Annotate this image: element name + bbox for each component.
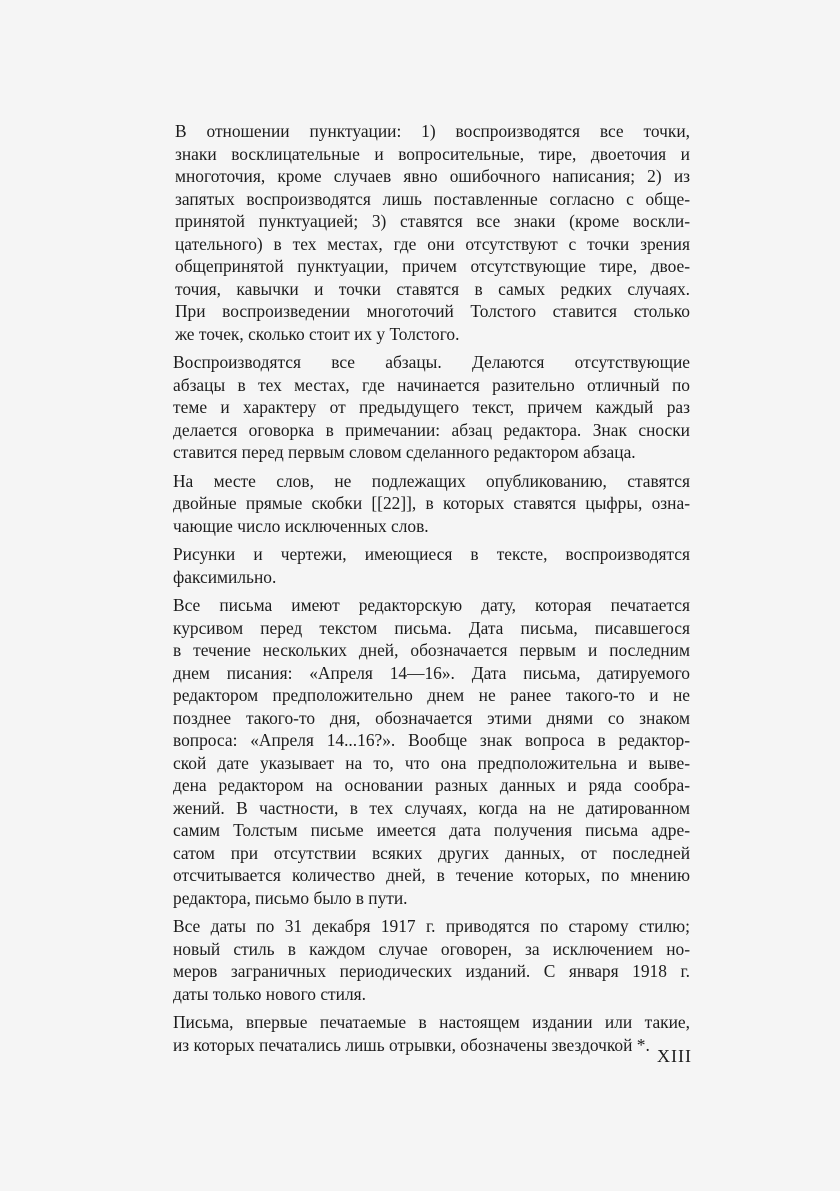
text-line: запятых воспроизводятся лишь поставленные согласно с обще- bbox=[175, 188, 690, 209]
text-line: позднее такого-то дня, обозначается этими днями со знаком bbox=[173, 707, 690, 728]
text-line: цательного) в тех местах, где они отсутствуют с точки зрения bbox=[175, 233, 690, 254]
text-line: знаки восклицательные и вопросительные, тире, двоеточия и bbox=[175, 143, 690, 164]
text-line: факсимильно. bbox=[173, 566, 277, 587]
paragraph bbox=[155, 543, 690, 588]
text-line: ставится перед первым словом сделанного редактором абзаца. bbox=[173, 442, 636, 462]
body-text bbox=[155, 120, 690, 1062]
text-line: днем писания: «Апреля 14—16». Дата письма, датируемого bbox=[173, 662, 690, 683]
text-line: вопроса: «Апреля 14...16?». Вообще знак вопроса в редактор- bbox=[173, 730, 690, 750]
paragraph bbox=[155, 470, 690, 538]
text-line: дена редактором на основании разных данных и ряда сообра- bbox=[173, 775, 690, 795]
text-line: даты только нового стиля. bbox=[173, 983, 366, 1004]
text-line: новый стиль в каждом случае оговорен, за исключением но- bbox=[173, 938, 690, 959]
text-line: самим Толстым письме имеется дата получения письма адре- bbox=[173, 820, 690, 840]
text-line: точия, кавычки и точки ставятся в самых редких случаях. bbox=[175, 278, 690, 299]
text-line: двойные прямые скобки [[22]], в которых ставятся цыфры, озна- bbox=[173, 493, 690, 513]
text-line: отсчитывается количество дней, в течение которых, по мнению bbox=[173, 865, 690, 885]
text-line: В отношении пунктуации: 1) воспроизводятся все точки, bbox=[175, 121, 690, 141]
text-line: теме и характеру от предыдущего текст, причем каждый раз bbox=[173, 397, 690, 417]
page-number: XIII bbox=[657, 1046, 692, 1066]
text-line: многоточия, кроме случаев явно ошибочного написания; 2) из bbox=[175, 166, 690, 186]
text-line: ской дате указывает на то, что она предположительна и выве- bbox=[173, 752, 690, 773]
text-line: в течение нескольких дней, обозначается первым и последним bbox=[173, 640, 690, 660]
text-line: Письма, впервые печатаемые в настоящем издании или такие, bbox=[173, 1012, 690, 1032]
text-line: делается оговорка в примечании: абзац редактора. Знак сноски bbox=[173, 419, 690, 440]
text-line: чающие число исключенных слов. bbox=[173, 515, 429, 536]
paragraph bbox=[155, 1011, 690, 1056]
text-line: абзацы в тех местах, где начинается разительно отличный по bbox=[173, 374, 690, 395]
text-line: общепринятой пунктуации, причем отсутствующие тире, двое- bbox=[175, 256, 690, 276]
text-line: редактора, письмо было в пути. bbox=[173, 887, 408, 908]
text-line: Воспроизводятся все абзацы. Делаются отсутствующие bbox=[173, 352, 690, 372]
text-line: На месте слов, не подлежащих опубликованию, ставятся bbox=[173, 470, 690, 491]
text-line: Рисунки и чертежи, имеющиеся в тексте, воспроизводятся bbox=[173, 544, 690, 564]
text-line: редактором предположительно днем не ранее такого-то и не bbox=[173, 685, 690, 705]
text-line: курсивом перед текстом письма. Дата письма, писавшегося bbox=[173, 617, 690, 638]
paragraph bbox=[155, 594, 690, 909]
paragraph bbox=[155, 351, 690, 464]
text-line: сатом при отсутствии всяких других данных, от последней bbox=[173, 842, 690, 863]
text-line: принятой пунктуацией; 3) ставятся все знаки (кроме воскли- bbox=[175, 211, 690, 231]
text-line: из которых печатались лишь отрывки, обозначены звездочкой *. bbox=[173, 1034, 650, 1055]
paragraph bbox=[155, 915, 690, 1005]
paragraph bbox=[155, 120, 690, 345]
text-line: же точек, сколько стоит их у Толстого. bbox=[175, 323, 460, 344]
text-line: Все письма имеют редакторскую дату, которая печатается bbox=[173, 595, 690, 615]
text-line: жений. В частности, в тех случаях, когда на не датированном bbox=[173, 797, 690, 818]
text-line: При воспроизведении многоточий Толстого ставится столько bbox=[175, 301, 690, 321]
text-line: Все даты по 31 декабря 1917 г. приводятся по старому стилю; bbox=[173, 916, 690, 936]
text-line: меров заграничных периодических изданий. С января 1918 г. bbox=[173, 961, 690, 981]
